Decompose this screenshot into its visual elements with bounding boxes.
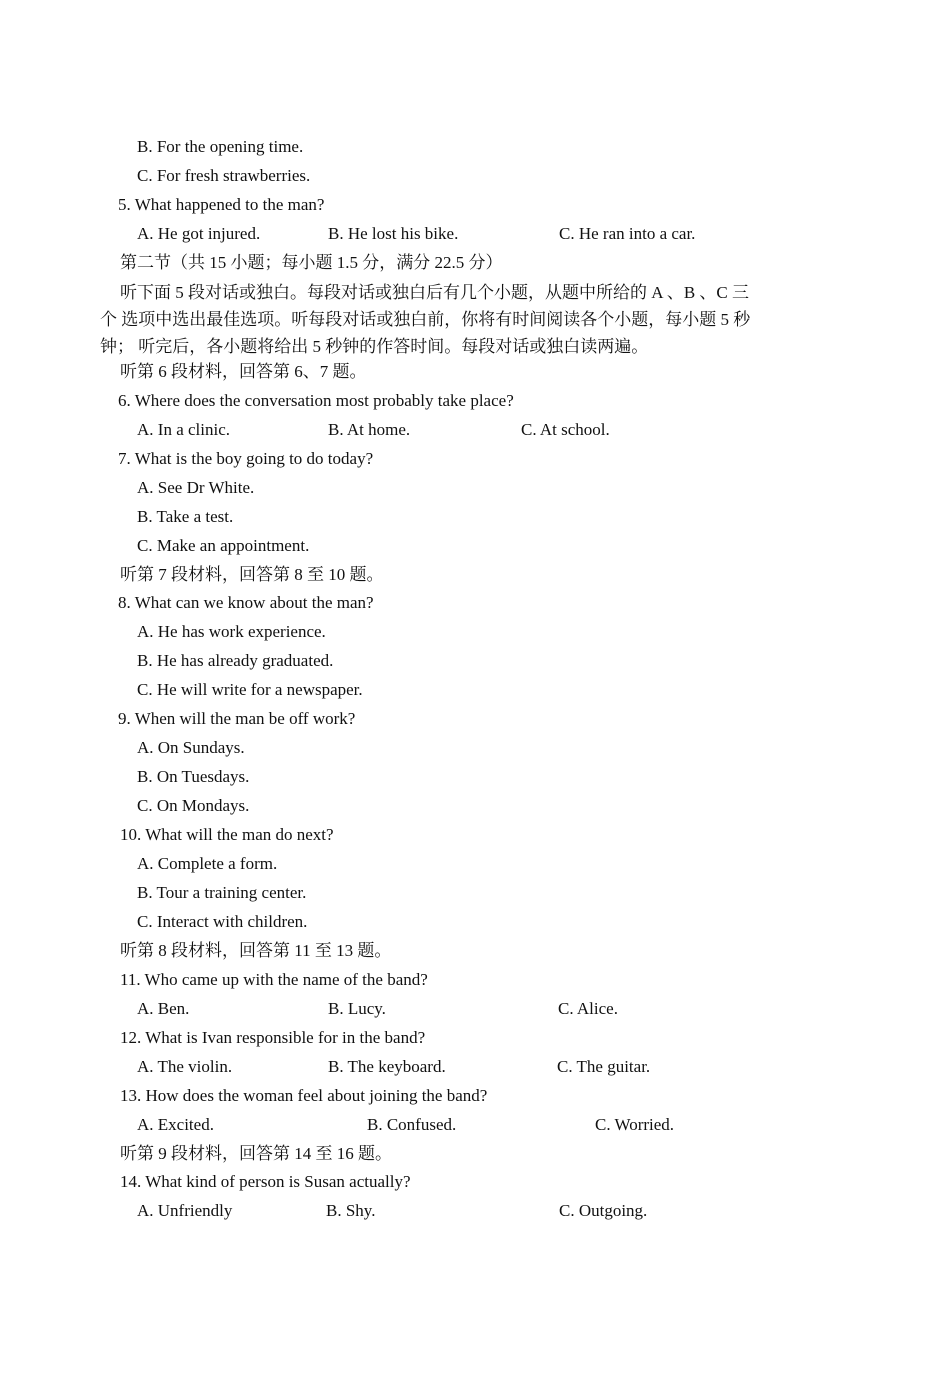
instructions-line: 个 选项中选出最佳选项。听每段对话或独白前，你将有时间阅读各个小题，每小题 5 秒 (100, 310, 751, 329)
option-text: C. For fresh strawberries. (137, 166, 311, 185)
option-text: A. He got injured. (137, 224, 261, 243)
material-heading: 听第 9 段材料，回答第 14 至 16 题。 (120, 1144, 392, 1163)
option-text: B. Tour a training center. (137, 883, 307, 902)
question-text: 5. What happened to the man? (118, 195, 325, 214)
material-heading: 听第 8 段材料，回答第 11 至 13 题。 (120, 941, 392, 960)
option-text: B. Take a test. (137, 507, 234, 526)
material-heading: 听第 6 段材料，回答第 6、7 题。 (120, 362, 367, 381)
section-heading: 第二节（共 15 小题；每小题 1.5 分，满分 22.5 分） (120, 253, 503, 272)
option-text: B. He lost his bike. (328, 224, 459, 243)
option-text: B. He has already graduated. (137, 651, 334, 670)
question-text: 12. What is Ivan responsible for in the band? (120, 1028, 426, 1047)
option-text: C. Interact with children. (137, 912, 308, 931)
option-text: B. On Tuesdays. (137, 767, 250, 786)
question-text: 9. When will the man be off work? (118, 709, 356, 728)
question-text: 10. What will the man do next? (120, 825, 334, 844)
option-text: A. The violin. (137, 1057, 233, 1076)
option-text: A. Complete a form. (137, 854, 278, 873)
option-text: C. At school. (521, 420, 610, 439)
option-text: A. In a clinic. (137, 420, 230, 439)
material-heading: 听第 7 段材料，回答第 8 至 10 题。 (120, 565, 384, 584)
option-text: C. On Mondays. (137, 796, 250, 815)
question-text: 11. Who came up with the name of the band? (120, 970, 428, 989)
option-text: A. See Dr White. (137, 478, 255, 497)
question-text: 14. What kind of person is Susan actually? (120, 1172, 411, 1191)
option-text: B. The keyboard. (328, 1057, 446, 1076)
question-text: 6. Where does the conversation most probably take place? (118, 391, 514, 410)
option-text: B. Confused. (367, 1115, 457, 1134)
option-text: C. He ran into a car. (559, 224, 696, 243)
option-text: A. On Sundays. (137, 738, 245, 757)
option-text: C. Outgoing. (559, 1201, 648, 1220)
question-text: 13. How does the woman feel about joining the band? (120, 1086, 488, 1105)
option-text: B. Lucy. (328, 999, 386, 1018)
option-text: A. Ben. (137, 999, 190, 1018)
option-text: A. Excited. (137, 1115, 214, 1134)
option-text: C. Alice. (558, 999, 618, 1018)
option-text: C. He will write for a newspaper. (137, 680, 363, 699)
option-text: C. Worried. (595, 1115, 675, 1134)
instructions-line: 钟； 听完后，各小题将给出 5 秒钟的作答时间。每段对话或独白读两遍。 (100, 337, 649, 356)
option-text: A. Unfriendly (137, 1201, 233, 1220)
question-text: 8. What can we know about the man? (118, 593, 374, 612)
option-text: C. Make an appointment. (137, 536, 310, 555)
option-text: C. The guitar. (557, 1057, 651, 1076)
instructions-line: 听下面 5 段对话或独白。每段对话或独白后有几个小题，从题中所给的 A 、B 、C 三 (120, 283, 750, 302)
question-text: 7. What is the boy going to do today? (118, 449, 374, 468)
option-text: B. Shy. (326, 1201, 376, 1220)
option-text: A. He has work experience. (137, 622, 326, 641)
option-text: B. At home. (328, 420, 411, 439)
option-text: B. For the opening time. (137, 137, 304, 156)
